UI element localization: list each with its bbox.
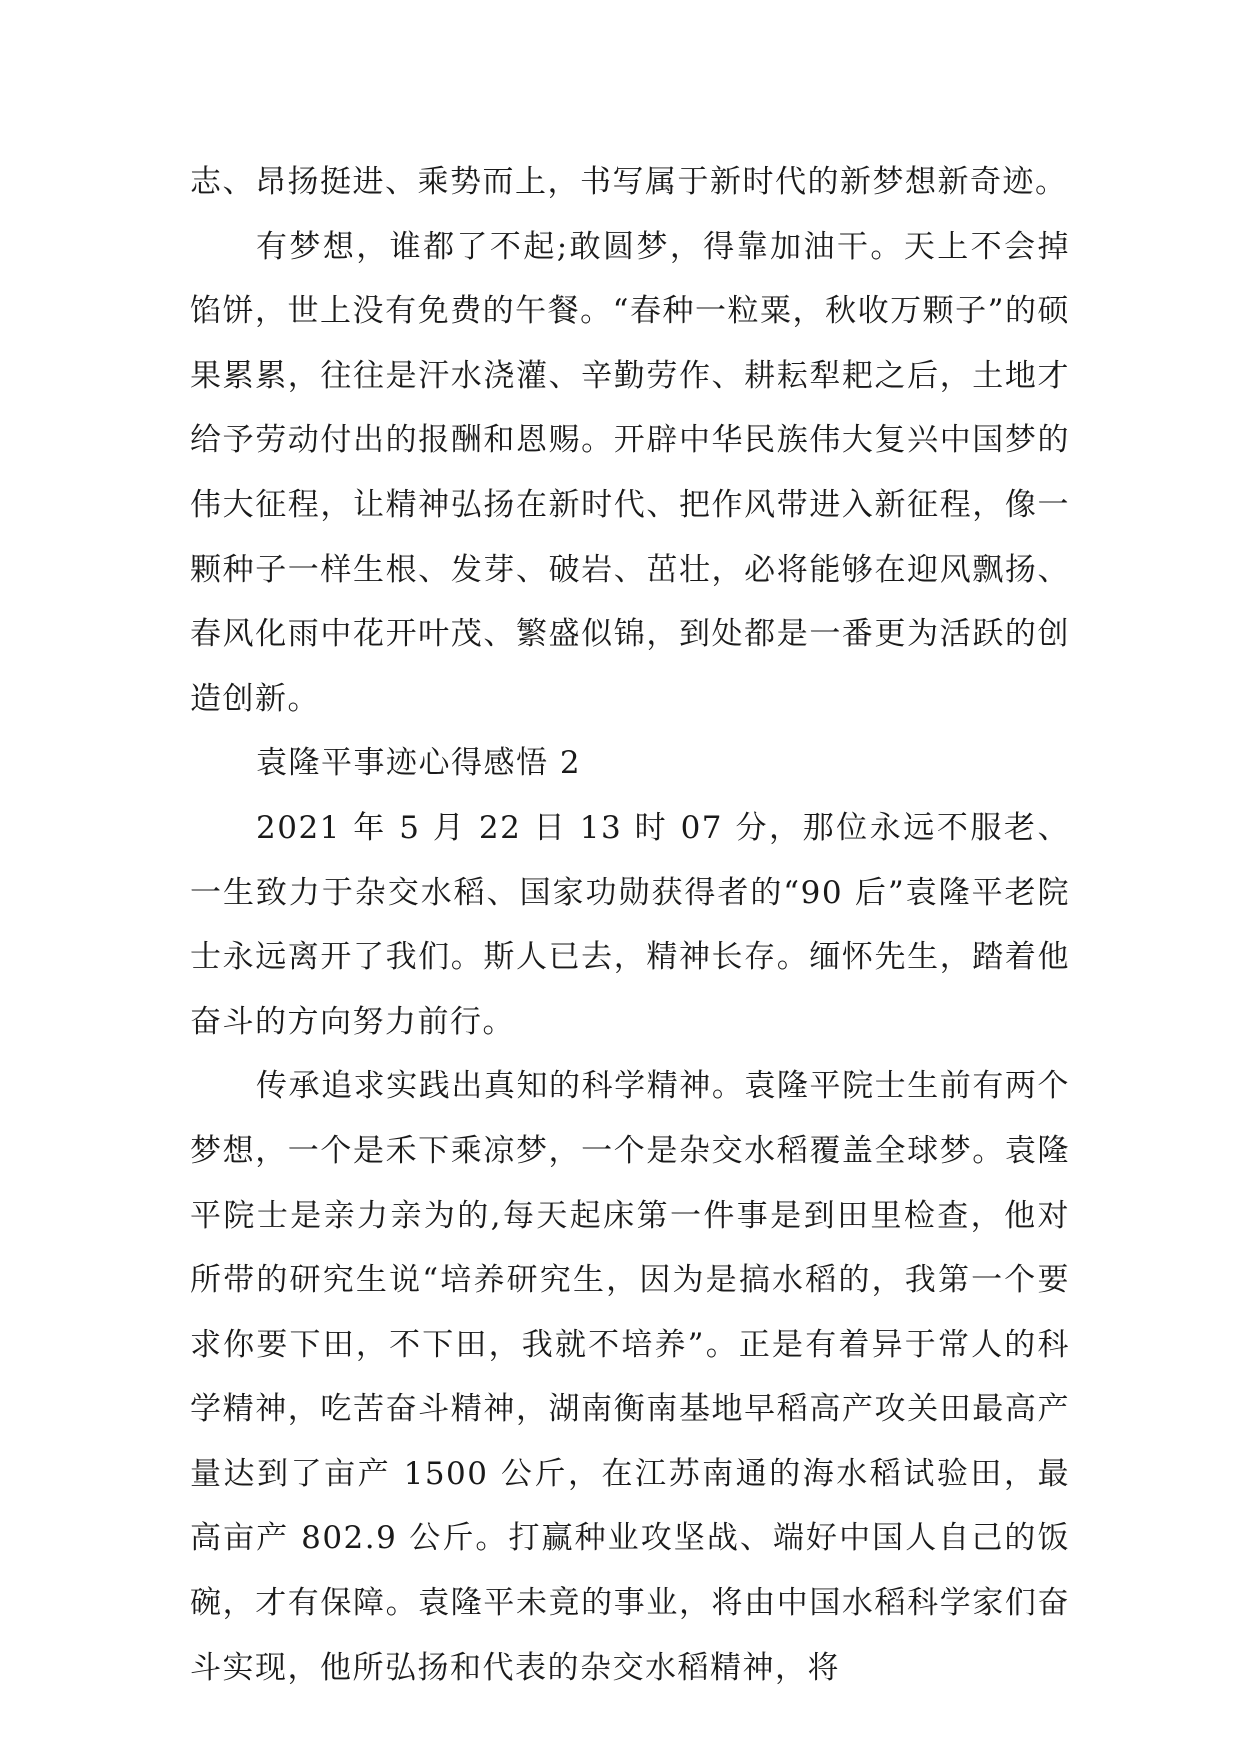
document-body <box>190 150 1070 1700</box>
paragraph-continuation: 志、昂扬挺进、乘势而上，书写属于新时代的新梦想新奇迹。 <box>190 164 1068 200</box>
paragraph-memorial: 2021 年 5 月 22 日 13 时 07 分，那位永远不服老、一生致力于杂交水稻、国家功勋获得者的“90 后”袁隆平老院士永远离开了我们。斯人已去，精神长存。缅怀先生，踏着他奋斗的方向努力前行。 <box>190 809 1070 1040</box>
section-heading: 袁隆平事迹心得感悟 2 <box>256 745 582 782</box>
paragraph-dream: 有梦想，谁都了不起;敢圆梦，得靠加油干。天上不会掉馅饼，世上没有免费的午餐。“春种一粒粟，秋收万颗子”的硕果累累，往往是汗水浇灌、辛勤劳作、耕耘犁耙之后，土地才给予劳动付出的报酬和恩赐。开辟中华民族伟大复兴中国梦的伟大征程，让精神弘扬在新时代、把作风带进入新征程，像一颗种子一样生根、发芽、破岩、茁壮，必将能够在迎风飘扬、春风化雨中花开叶茂、繁盛似锦，到处都是一番更为活跃的创造创新。 <box>190 228 1070 717</box>
paragraph-science-spirit: 传承追求实践出真知的科学精神。袁隆平院士生前有两个梦想，一个是禾下乘凉梦，一个是杂交水稻覆盖全球梦。袁隆平院士是亲力亲为的,每天起床第一件事是到田里检查，他对所带的研究生说“培养研究生，因为是搞水稻的，我第一个要求你要下田，不下田，我就不培养”。正是有着异于常人的科学精神，吃苦奋斗精神，湖南衡南基地早稻高产攻关田最高产量达到了亩产 1500 公斤，在江苏南通的海水稻试验田，最高亩产 802.9 公斤。打赢种业攻坚战、端好中国人自己的饭碗，才有保障。袁隆平未竟的事业，将由中国水稻科学家们奋斗实现，他所弘扬和代表的杂交水稻精神，将 <box>190 1068 1070 1686</box>
